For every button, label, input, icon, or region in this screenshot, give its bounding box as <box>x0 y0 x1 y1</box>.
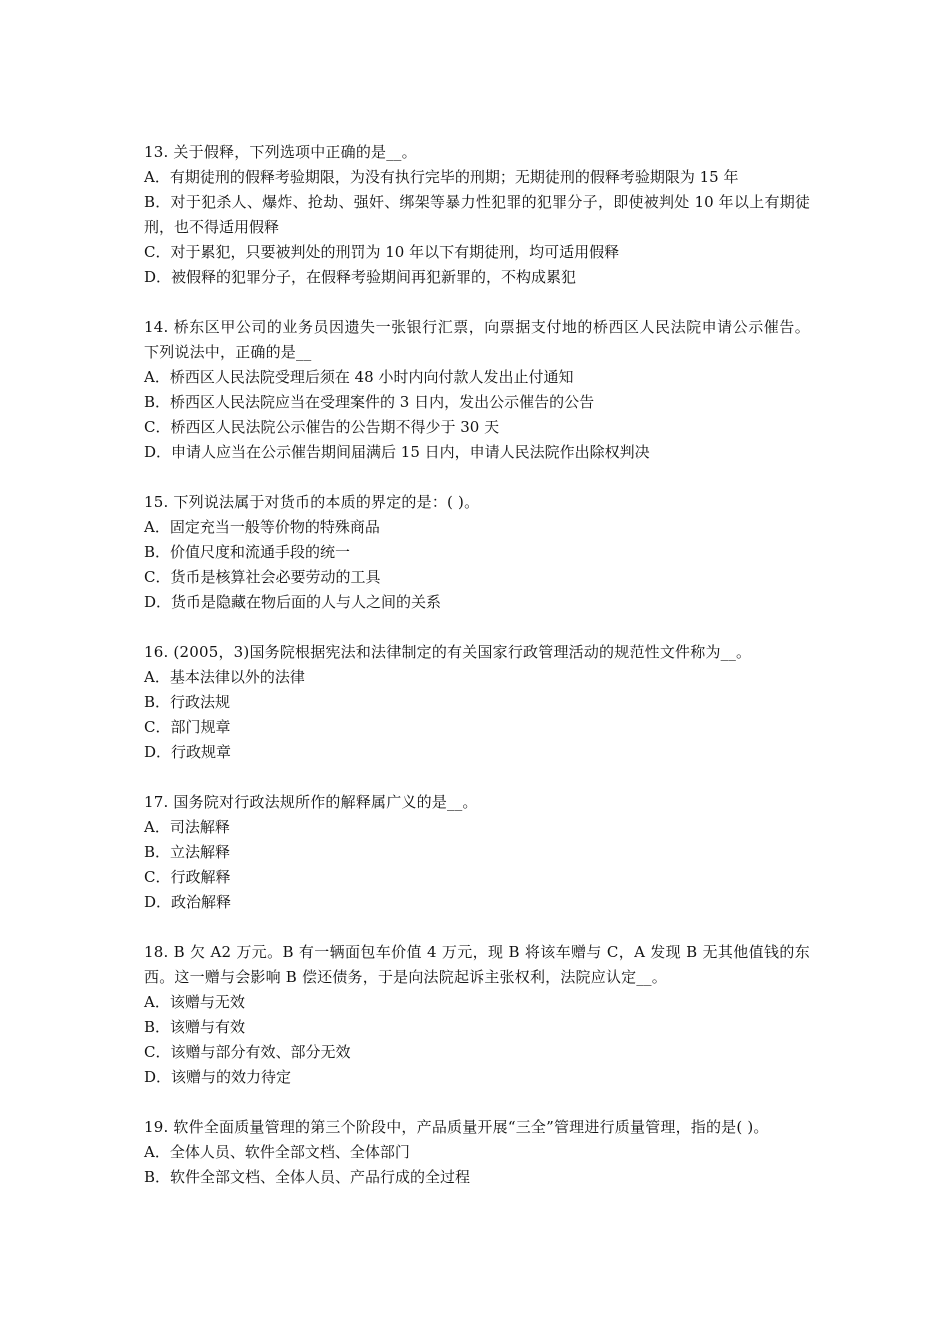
option-a: A．桥西区人民法院受理后须在 48 小时内向付款人发出止付通知 <box>144 368 574 386</box>
question-15 <box>144 490 810 615</box>
question-stem: 18. B 欠 A2 万元。B 有一辆面包车价值 4 万元，现 B 将该车赠与 C，A 发现 B 无其他值钱的东西。这一赠与会影响 B 偿还债务，于是向法院起诉主张权利，法院应认定__。 <box>144 943 810 986</box>
option-c: C．货币是核算社会必要劳动的工具 <box>144 568 381 586</box>
document-page <box>144 140 810 1215</box>
option-d: D．申请人应当在公示催告期间届满后 15 日内，申请人民法院作出除权判决 <box>144 443 650 461</box>
option-b: B．该赠与有效 <box>144 1018 246 1036</box>
question-stem: 16. (2005，3)国务院根据宪法和法律制定的有关国家行政管理活动的规范性文件称为__。 <box>144 643 752 661</box>
option-b: B．桥西区人民法院应当在受理案件的 3 日内，发出公示催告的公告 <box>144 393 595 411</box>
question-14 <box>144 315 810 465</box>
option-a: A．司法解释 <box>144 818 230 836</box>
option-b: B．立法解释 <box>144 843 231 861</box>
question-stem: 17. 国务院对行政法规所作的解释属广义的是__。 <box>144 793 478 811</box>
option-d: D．货币是隐藏在物后面的人与人之间的关系 <box>144 593 442 611</box>
question-stem: 13. 关于假释，下列选项中正确的是__。 <box>144 143 417 161</box>
option-c: C．行政解释 <box>144 868 231 886</box>
question-17 <box>144 790 810 915</box>
question-19 <box>144 1115 810 1190</box>
option-b: B．价值尺度和流通手段的统一 <box>144 543 351 561</box>
question-stem: 19. 软件全面质量管理的第三个阶段中，产品质量开展“三全”管理进行质量管理，指的是( )。 <box>144 1118 769 1136</box>
option-b: B．对于犯杀人、爆炸、抢劫、强奸、绑架等暴力性犯罪的犯罪分子，即使被判处 10 年以上有期徒刑，也不得适用假释 <box>144 193 810 236</box>
question-stem: 14. 桥东区甲公司的业务员因遗失一张银行汇票，向票据支付地的桥西区人民法院申请公示催告。下列说法中，正确的是__ <box>144 318 810 361</box>
question-18 <box>144 940 810 1090</box>
option-c: C．该赠与部分有效、部分无效 <box>144 1043 351 1061</box>
option-d: D．该赠与的效力待定 <box>144 1068 292 1086</box>
option-d: D．政治解释 <box>144 893 232 911</box>
option-c: C．对于累犯，只要被判处的刑罚为 10 年以下有期徒刑，均可适用假释 <box>144 243 620 261</box>
option-a: A．该赠与无效 <box>144 993 245 1011</box>
option-a: A．有期徒刑的假释考验期限，为没有执行完毕的刑期；无期徒刑的假释考验期限为 15 年 <box>144 168 739 186</box>
question-13 <box>144 140 810 290</box>
option-c: C．部门规章 <box>144 718 231 736</box>
option-a: A．固定充当一般等价物的特殊商品 <box>144 518 380 536</box>
question-stem: 15. 下列说法属于对货币的本质的界定的是：( )。 <box>144 493 480 511</box>
option-b: B．软件全部文档、全体人员、产品行成的全过程 <box>144 1168 471 1186</box>
option-d: D．被假释的犯罪分子，在假释考验期间再犯新罪的，不构成累犯 <box>144 268 577 286</box>
question-16 <box>144 640 810 765</box>
option-c: C．桥西区人民法院公示催告的公告期不得少于 30 天 <box>144 418 500 436</box>
option-d: D．行政规章 <box>144 743 232 761</box>
option-a: A．全体人员、软件全部文档、全体部门 <box>144 1143 410 1161</box>
option-a: A．基本法律以外的法律 <box>144 668 305 686</box>
option-b: B．行政法规 <box>144 693 231 711</box>
